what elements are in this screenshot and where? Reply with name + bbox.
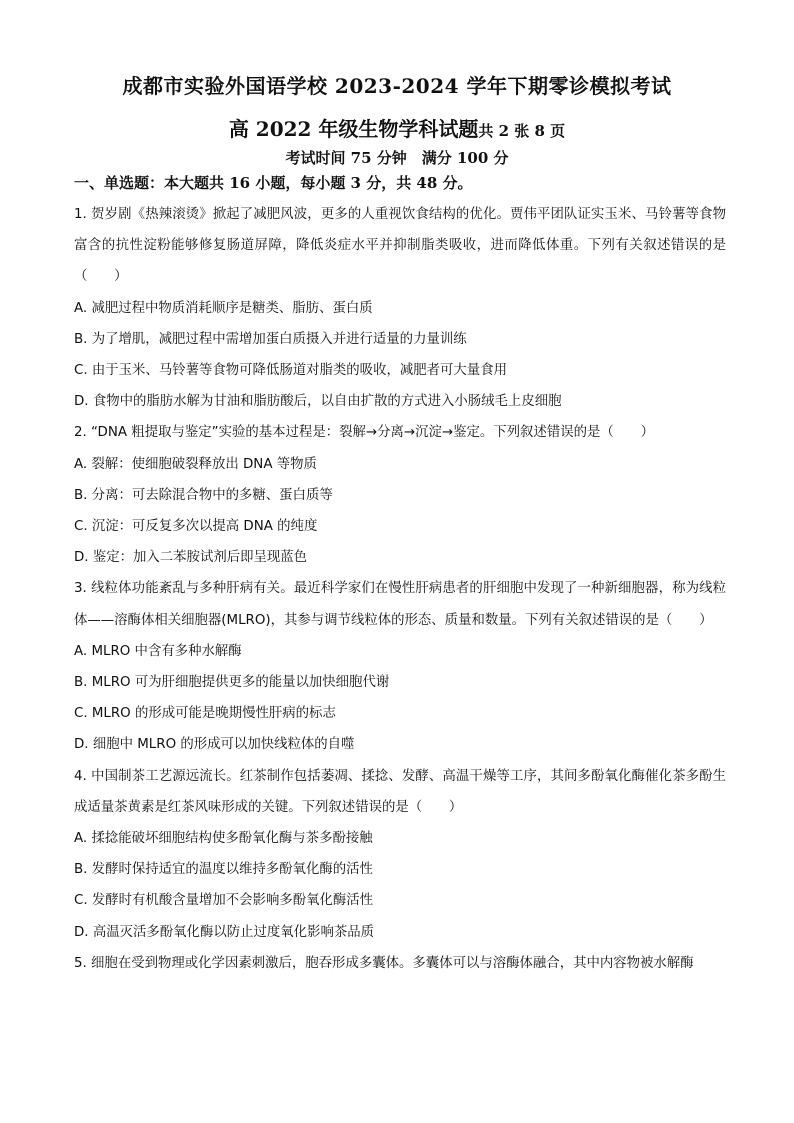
section-heading: 一、单选题：本大题共 16 小题，每小题 3 分，共 48 分。 (74, 174, 473, 192)
question-1 (74, 199, 726, 417)
question-stem: 2. “DNA 粗提取与鉴定”实验的基本过程是：裂解→分离→沉淀→鉴定。下列叙述错误的是（ ） (74, 425, 654, 441)
question-stem: 3. 线粒体功能紊乱与多种肝病有关。最近科学家们在慢性肝病患者的肝细胞中发现了一种新细胞器，称为线粒体——溶酶体相关细胞器(MLRO)，其参与调节线粒体的形态、质量和数量。下列有关叙述错误的是（ ） (74, 581, 726, 628)
exam-title: 成都市实验外国语学校 2023-2024 学年下期零诊模拟考试 (122, 74, 672, 98)
exam-info: 考试时间 75 分钟 满分 100 分 (285, 149, 509, 167)
option-d: D. 细胞中 MLRO 的形成可以加快线粒体的自噬 (74, 737, 355, 753)
option-a: A. 揉捻能破坏细胞结构使多酚氧化酶与茶多酚接触 (74, 831, 373, 847)
question-list (74, 199, 726, 979)
option-c: C. MLRO 的形成可能是晚期慢性肝病的标志 (74, 706, 336, 722)
subtitle-pages: 共 2 张 8 页 (478, 122, 566, 140)
subtitle-main: 高 2022 年级生物学科试题 (228, 117, 479, 141)
option-d: D. 高温灭活多酚氧化酶以防止过度氧化影响茶品质 (74, 924, 375, 940)
option-a: A. 裂解：使细胞破裂释放出 DNA 等物质 (74, 456, 317, 472)
question-3 (74, 573, 726, 760)
question-stem: 5. 细胞在受到物理或化学因素刺激后，胞吞形成多囊体。多囊体可以与溶酶体融合，其中内容物被水解酶 (74, 955, 694, 971)
option-c: C. 沉淀：可反复多次以提高 DNA 的纯度 (74, 519, 318, 535)
option-b: B. MLRO 可为肝细胞提供更多的能量以加快细胞代谢 (74, 675, 390, 691)
option-d: D. 食物中的脂肪水解为甘油和脂肪酸后，以自由扩散的方式进入小肠绒毛上皮细胞 (74, 394, 562, 410)
option-b: B. 分离：可去除混合物中的多糖、蛋白质等 (74, 487, 333, 503)
option-b: B. 为了增肌，减肥过程中需增加蛋白质摄入并进行适量的力量训练 (74, 331, 467, 347)
question-5 (74, 948, 726, 979)
option-c: C. 发酵时有机酸含量增加不会影响多酚氧化酶活性 (74, 893, 374, 909)
option-b: B. 发酵时保持适宜的温度以维持多酚氧化酶的活性 (74, 862, 373, 878)
option-c: C. 由于玉米、马铃薯等食物可降低肠道对脂类的吸收，减肥者可大量食用 (74, 363, 507, 379)
question-stem: 1. 贺岁剧《热辣滚烫》掀起了减肥风波，更多的人重视饮食结构的优化。贾伟平团队证实玉米、马铃薯等食物富含的抗性淀粉能够修复肠道屏障，降低炎症水平并抑制脂类吸收，进而降低体重。下列有关叙述错误的是（ ） (74, 207, 726, 285)
option-d: D. 鉴定：加入二苯胺试剂后即呈现蓝色 (74, 550, 308, 566)
exam-subtitle (0, 113, 794, 142)
option-a: A. MLRO 中含有多种水解酶 (74, 643, 242, 659)
question-2 (74, 417, 726, 573)
option-a: A. 减肥过程中物质消耗顺序是糖类、脂肪、蛋白质 (74, 300, 373, 316)
question-stem: 4. 中国制茶工艺源远流长。红茶制作包括萎凋、揉捻、发酵、高温干燥等工序，其间多酚氧化酶催化茶多酚生成适量茶黄素是红茶风味形成的关键。下列叙述错误的是（ ） (74, 768, 726, 815)
question-4 (74, 761, 726, 948)
